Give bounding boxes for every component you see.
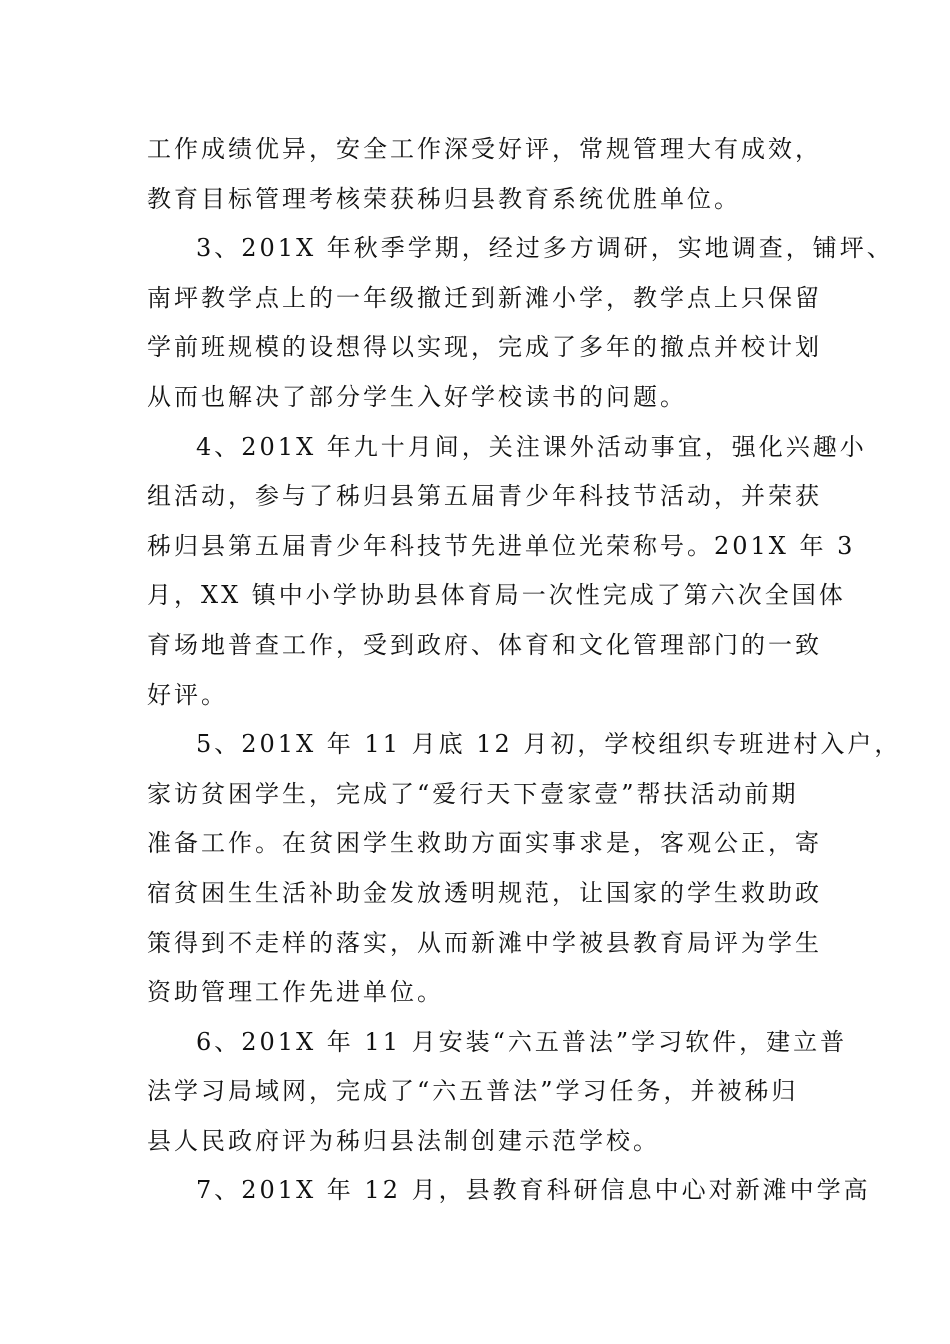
text-line: 育场地普查工作，受到政府、体育和文化管理部门的一致 [147, 630, 822, 659]
text-line: 宿贫困生生活补助金发放透明规范，让国家的学生救助政 [147, 878, 822, 907]
paragraph-7-start: 7、201X 年 12 月，县教育科研信息中心对新滩中学高 [196, 1176, 871, 1205]
text-line: 好评。 [147, 680, 228, 709]
text-line: 从而也解决了部分学生入好学校读书的问题。 [147, 382, 687, 411]
paragraph-5-start: 5、201X 年 11 月底 12 月初，学校组织专班进村入户， [196, 730, 902, 759]
text-line: 策得到不走样的落实，从而新滩中学被县教育局评为学生 [147, 928, 822, 957]
text-line: 秭归县第五届青少年科技节先进单位光荣称号。201X 年 3 [147, 531, 856, 560]
paragraph-3-start: 3、201X 年秋季学期，经过多方调研，实地调查，铺坪、 [196, 234, 894, 263]
text-line: 学前班规模的设想得以实现，完成了多年的撤点并校计划 [147, 333, 822, 362]
paragraph-4-start: 4、201X 年九十月间，关注课外活动事宜，强化兴趣小 [196, 432, 867, 461]
paragraph-6-start: 6、201X 年 11 月安装“六五普法”学习软件，建立普 [196, 1027, 848, 1056]
text-line: 教育目标管理考核荣获秭归县教育系统优胜单位。 [147, 184, 741, 213]
text-line: 法学习局域网，完成了“六五普法”学习任务，并被秭归 [147, 1077, 799, 1106]
text-line: 家访贫困学生，完成了“爱行天下壹家壹”帮扶活动前期 [147, 779, 799, 808]
text-line: 准备工作。在贫困学生救助方面实事求是，客观公正，寄 [147, 829, 822, 858]
text-line: 南坪教学点上的一年级撤迁到新滩小学，教学点上只保留 [147, 283, 822, 312]
text-line: 工作成绩优异，安全工作深受好评，常规管理大有成效， [147, 135, 822, 163]
document-body [147, 125, 902, 1216]
text-line: 县人民政府评为秭归县法制创建示范学校。 [147, 1126, 660, 1155]
text-line: 资助管理工作先进单位。 [147, 978, 444, 1007]
text-line: 月，XX 镇中小学协助县体育局一次性完成了第六次全国体 [147, 581, 846, 610]
text-line: 组活动，参与了秭归县第五届青少年科技节活动，并荣获 [147, 482, 822, 511]
